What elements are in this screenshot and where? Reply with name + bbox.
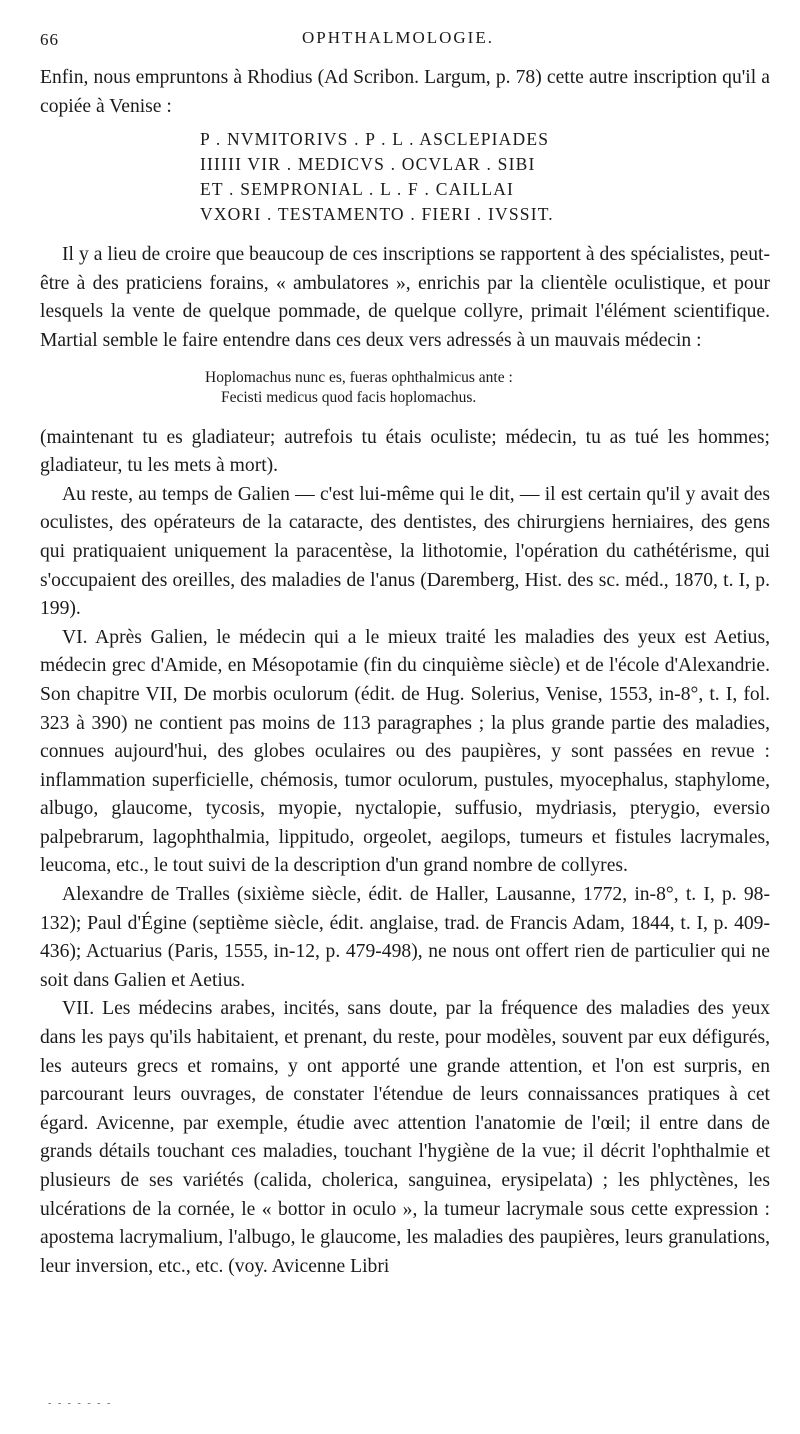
running-title: OPHTHALMOLOGIE. <box>302 28 494 47</box>
paragraph-galien: Au reste, au temps de Galien — c'est lui-même qui le dit, — il est certain qu'il y avait des oculistes, des opérateurs de la cataracte, des dentistes, des chirurgiens herniaires, des gens qui pratiquaient uniquement la paracentèse, la lithotomie, l'opération du cathétérisme, qui s'occupaient des oreilles, des maladies de l'anus (Daremberg, Hist. des sc. méd., 1870, t. I, p. 199). <box>40 483 770 620</box>
inscription-line: VXORI . TESTAMENTO . FIERI . IVSSIT. <box>200 204 554 225</box>
page-header <box>40 28 770 58</box>
inscription-line: IIIIII VIR . MEDICVS . OCVLAR . SIBI <box>200 154 536 175</box>
document-page <box>40 28 770 1281</box>
verse-line: Fecisti medicus quod facis hoplomachus. <box>221 388 477 406</box>
paragraph-aetius: VI. Après Galien, le médecin qui a le mieux traité les maladies des yeux est Aetius, médecin grec d'Amide, en Mésopotamie (fin du cinquième siècle) et de l'école d'Alexandrie. Son chapitre VII, De morbis oculorum (édit. de Hug. Solerius, Venise, 1553, in-8°, t. I, fol. 323 à 390) ne contient pas moins de 113 paragraphes ; la plus grande partie des maladies, connues aujourd'hui, des globes oculaires ou des paupières, y sont passées en revue : inflammation superficielle, chémosis, tumor oculorum, pustules, myocephalus, staphylome, albugo, glaucome, tycosis, myopie, nyctalopie, suffusio, mydriasis, pterygio, eversio palpebrarum, lagophthalmia, lippitudo, orgeolet, aegilops, tumeurs et fistules lacrymales, leucoma, etc., le tout suivi de la description d'un grand nombre de collyres. <box>40 626 770 877</box>
paragraph-intro: Enfin, nous empruntons à Rhodius (Ad Scribon. Largum, p. 78) cette autre inscription qu'il a copiée à Venise : <box>40 67 770 117</box>
paragraph-translation: (maintenant tu es gladiateur; autrefois tu étais oculiste; médecin, tu as tué les hommes; gladiateur, tu les mets à mort). <box>40 426 770 477</box>
paragraph-alexandre: Alexandre de Tralles (sixième siècle, édit. de Haller, Lausanne, 1772, in-8°, t. I, p. 98-132); Paul d'Égine (septième siècle, édit. anglaise, trad. de Francis Adam, 1844, t. I, p. 409-436); Actuarius (Paris, 1555, in-12, p. 479-498), ne nous ont offert rien de particulier qui ne soit dans Galien et Aetius. <box>40 884 770 991</box>
inscription-line: ET . SEMPRONIAL . L . F . CAILLAI <box>200 179 515 200</box>
inscription-line: P . NVMITORIVS . P . L . ASCLEPIADES <box>200 129 550 150</box>
martial-verse <box>205 368 770 408</box>
latin-inscription <box>200 127 770 227</box>
verse-line: Hoplomachus nunc es, fueras ophthalmicus ante : <box>205 368 513 386</box>
paragraph-arabes: VII. Les médecins arabes, incités, sans doute, par la fréquence des maladies des yeux dans les pays qu'ils habitaient, et prenant, du reste, pour modèles, souvent par eux défigurés, les auteurs grecs et romains, y ont apporté une grande attention, et l'on est surpris, en parcourant leurs ouvrages, de constater l'étendue de leurs connaissances pratiques à cet égard. Avicenne, par exemple, étudie avec attention l'anatomie de l'œil; il entre dans de grands détails touchant ces maladies, touchant l'hygiène de la vue; il décrit l'ophthalmie et plusieurs de ses variétés (calida, cholerica, sanguinea, erysipelata) ; les phlyctènes, les ulcérations de la cornée, le « bottor in oculo », la tumeur lacrymale sous cette expression : apostema lacrymalium, l'albugo, le glaucome, les maladies des paupières, leurs granulations, leur inversion, etc., etc. (voy. Avicenne Libri <box>40 998 770 1277</box>
paragraph-specialistes: Il y a lieu de croire que beaucoup de ces inscriptions se rapportent à des spécialistes, peut-être à des praticiens forains, « ambulatores », enrichis par la clientèle oculistique, et pour lesquels la vente de quelque pommade, de quelque collyre, primait l'élément scientifique. Martial semble le faire entendre dans ces deux vers adressés à un mauvais médecin : <box>40 244 770 351</box>
footer-mark: - - - - - - - <box>48 1398 113 1409</box>
page-number: 66 <box>40 30 59 49</box>
